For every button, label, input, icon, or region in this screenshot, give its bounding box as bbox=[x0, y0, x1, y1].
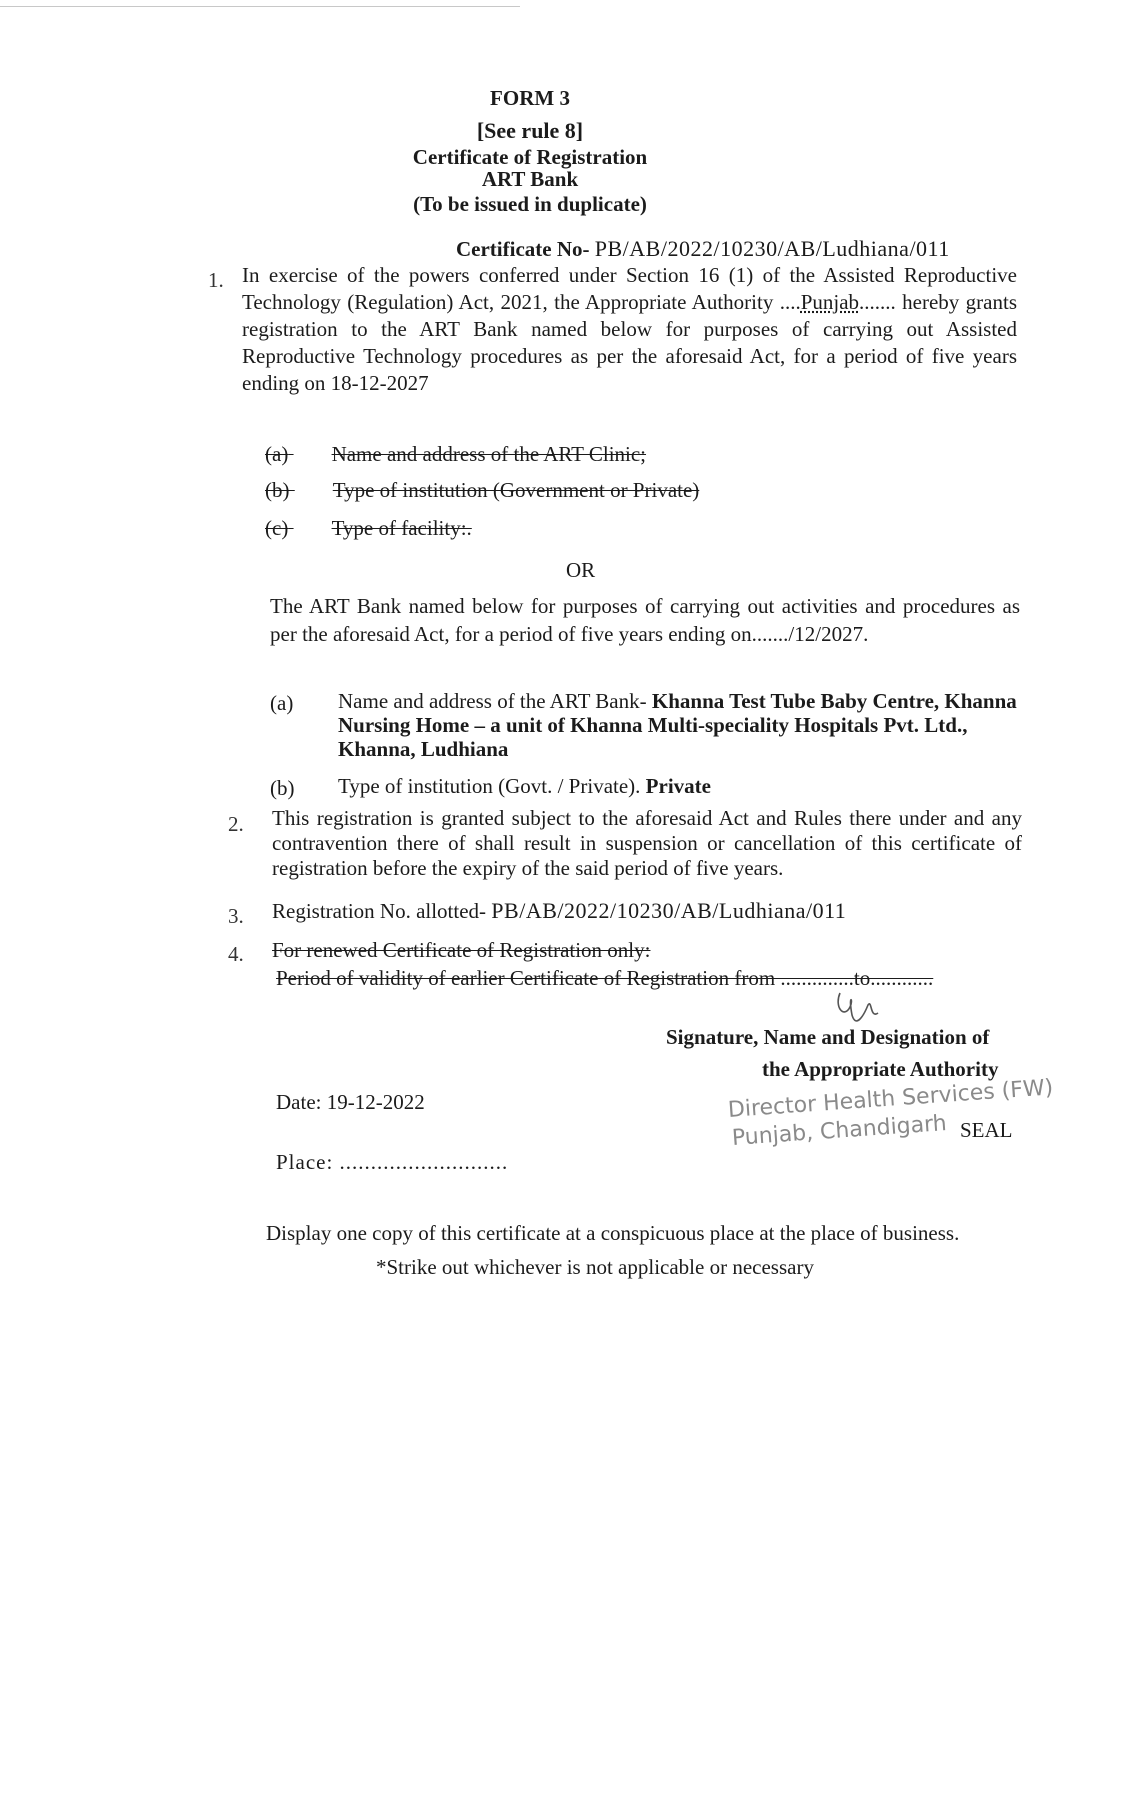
institution-type-value: Private bbox=[645, 774, 711, 798]
struck-item-b bbox=[265, 478, 699, 503]
authority-stamp-line-1: Director Health Services (FW) bbox=[727, 1075, 1055, 1123]
art-bank-paragraph: The ART Bank named below for purposes of carrying out activities and procedures as per the aforesaid Act, for a period of five years ending on......./12/2027. bbox=[270, 594, 1020, 646]
struck-item-c-label: (c) bbox=[265, 516, 289, 540]
item-2-paragraph: This registration is granted subject to the aforesaid Act and Rules there under and any contravention there of shall result in suspension or cancellation of this certificate of registration before the expiry of the said period of five years. bbox=[272, 806, 1022, 880]
struck-item-c bbox=[265, 516, 472, 541]
footer-strike-note: *Strike out whichever is not applicable or necessary bbox=[376, 1255, 814, 1279]
sub-b-label: (b) bbox=[270, 776, 295, 800]
struck-item-b-label: (b) bbox=[265, 478, 290, 502]
item-1-authority: Punjab bbox=[800, 290, 860, 314]
or-separator: OR bbox=[566, 558, 596, 582]
struck-item-a-text: Name and address of the ART Clinic; bbox=[331, 442, 647, 466]
registration-no-value: PB/AB/2022/10230/AB/Ludhiana/011 bbox=[491, 898, 847, 923]
item-3-number: 3. bbox=[228, 904, 244, 928]
sub-a-label: (a) bbox=[270, 691, 294, 715]
item-1-text-pre: In exercise of the powers conferred under Section 16 (1) of the Assisted Reproductive Technology (Regulation) Act, 2021, the Appropriate Authority .... bbox=[242, 263, 1017, 314]
certificate-number bbox=[456, 236, 950, 262]
rule-reference: [See rule 8] bbox=[476, 118, 584, 143]
item-4-number: 4. bbox=[228, 942, 244, 966]
date-line: Date: 19-12-2022 bbox=[276, 1090, 425, 1114]
registration-no-label: Registration No. allotted- bbox=[272, 899, 487, 923]
struck-item-c-text: Type of facility:. bbox=[331, 516, 472, 540]
item-1-text-post: ....... hereby grants registration to the ART Bank named below for purposes of carrying out Assisted Reproductive Technology procedures as per the aforesaid Act, for a period of five years ending on 18-12-2027 bbox=[242, 290, 1017, 395]
item-2-number: 2. bbox=[228, 812, 244, 836]
certificate-heading: Certificate of Registration bbox=[412, 145, 648, 169]
item-4-line-2: Period of validity of earlier Certificate of Registration from ..............to............ bbox=[276, 966, 934, 990]
signature-line-1: Signature, Name and Designation of bbox=[666, 1025, 990, 1049]
bank-heading: ART Bank bbox=[481, 167, 579, 191]
certificate-number-value: PB/AB/2022/10230/AB/Ludhiana/011 bbox=[594, 236, 950, 261]
sub-b-prefix: Type of institution (Govt. / Private). bbox=[338, 774, 641, 798]
item-4-line-1: For renewed Certificate of Registration only: bbox=[272, 938, 651, 962]
item-1-number: 1. bbox=[208, 268, 224, 292]
sub-a-text bbox=[338, 689, 1020, 761]
struck-item-b-text: Type of institution (Government or Private) bbox=[332, 478, 700, 502]
item-3-text bbox=[272, 898, 846, 924]
item-1-paragraph bbox=[242, 262, 1017, 397]
struck-item-a bbox=[265, 442, 646, 467]
sub-a-prefix: Name and address of the ART Bank- bbox=[338, 689, 647, 713]
art-bank-name-address: Khanna Test Tube Baby Centre, Khanna Nursing Home – a unit of Khanna Multi-speciality Hospitals Pvt. Ltd., Khanna, Ludhiana bbox=[338, 689, 1017, 761]
struck-item-a-label: (a) bbox=[265, 442, 289, 466]
seal-label: SEAL bbox=[960, 1118, 1013, 1142]
form-title: FORM 3 bbox=[490, 86, 570, 110]
signature-line-2: the Appropriate Authority bbox=[762, 1057, 999, 1081]
authority-stamp-line-2: Punjab, Chandigarh bbox=[731, 1111, 948, 1151]
footer-display-note: Display one copy of this certificate at a conspicuous place at the place of business. bbox=[266, 1221, 960, 1245]
issue-note: (To be issued in duplicate) bbox=[413, 192, 647, 216]
place-line: Place: ........................... bbox=[276, 1150, 509, 1174]
certificate-number-label: Certificate No- bbox=[456, 237, 590, 261]
sub-b-text bbox=[338, 774, 711, 799]
scan-edge-line bbox=[0, 6, 520, 7]
